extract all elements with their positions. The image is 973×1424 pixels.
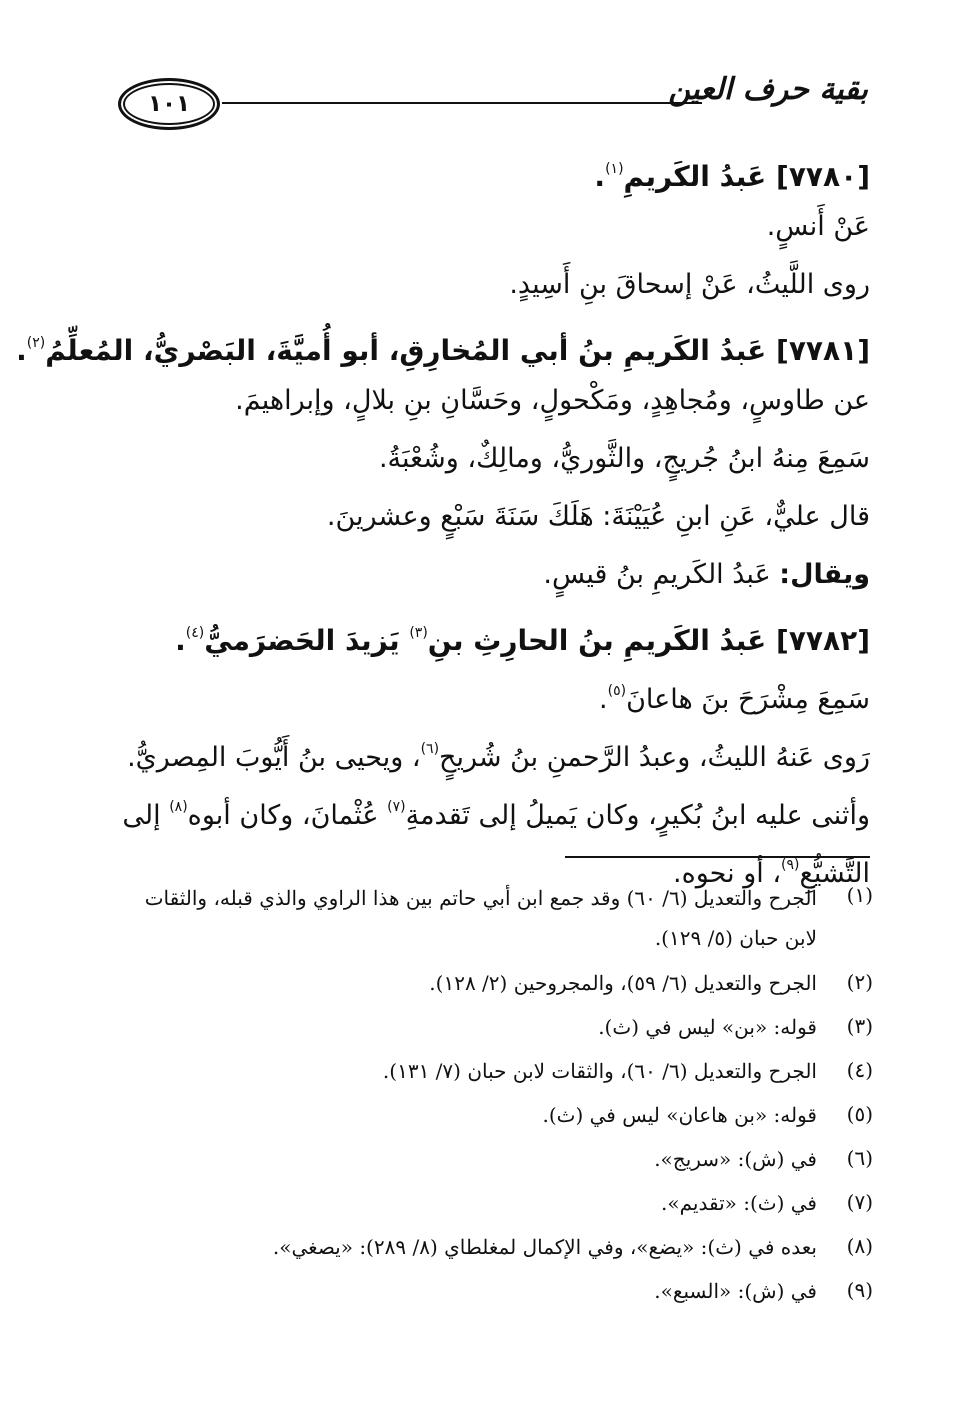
entry-7781-line-5 [125,546,870,604]
running-title: بقية حرف العين [668,72,868,107]
alt-name-text: عَبدُ الكَريمِ بنُ قيسٍ. [543,559,780,590]
entry-text: وأثنى عليه ابنُ بُكيرٍ، وكان يَميلُ إلى تَقدمةِ [405,800,870,831]
entry-title-end: . [16,334,27,367]
footnote-5 [125,1097,873,1134]
footnote-number: (٦) [846,1146,873,1170]
footnote-ref-9[interactable]: (٩) [781,857,800,873]
entry-7782-title [125,604,870,662]
entry-title-end: . [594,160,606,193]
footnote-text: في (ش): «سريج». [654,1147,817,1171]
entry-7782-line-2 [125,662,870,720]
page-number: ١٠١ [118,78,220,130]
footnote-text: الجرح والتعديل (٦/ ٦٠) وقد جمع ابن أبي حاتم بين هذا الراوي والذي قبله، والثقات لابن حبان (٥/ ١٢٩). [144,886,817,950]
footnote-9 [125,1273,873,1310]
footnote-2 [125,965,873,1002]
footnote-ref-4[interactable]: (٤) [185,625,205,641]
footnote-3 [125,1009,873,1046]
footnote-text: في (ش): «السبع». [654,1279,817,1303]
entry-title-text-b: يَزيدَ الحَضرَميُّ [204,624,410,657]
footnote-ref-1[interactable]: (١) [605,161,624,177]
footnote-number: (١) [846,883,873,907]
main-text [16,140,870,894]
entry-7781-title [16,314,870,372]
entry-title-text: [٧٧٨١] عَبدُ الكَريمِ بنُ أبي المُخارِقِ، أبو أُميَّةَ، البَصْريُّ، المُعلِّمُ [45,334,870,367]
entry-text: رَوى عَنهُ الليثُ، وعبدُ الرَّحمنِ بنُ شُريحٍ [439,742,870,773]
entry-title-text-a: [٧٧٨٢] عَبدُ الكَريمِ بنُ الحارِثِ بنِ [427,624,870,657]
footnote-7 [125,1185,873,1222]
entry-7780-line-3: روى اللَّيثُ، عَنْ إسحاقَ بنِ أَسِيدٍ. [509,269,870,300]
entry-7780-title [125,140,870,198]
footnote-text: قوله: «بن» ليس في (ث). [598,1015,817,1039]
footnote-ref-6[interactable]: (٦) [420,741,440,757]
entry-text: عُثْمانَ، وكان أبوه [187,800,388,831]
entry-text: . [599,684,608,715]
footnote-text: في (ث): «تقديم». [660,1191,817,1215]
entry-7782-line-4 [122,778,870,836]
footnote-text: الجرح والتعديل (٦/ ٦٠)، والثقات لابن حبان (٧/ ١٣١). [382,1059,817,1083]
footnote-ref-3[interactable]: (٣) [409,625,428,641]
entry-7780-line-2: عَنْ أَنسٍ. [766,211,870,242]
footnote-1 [125,878,873,958]
entry-title-text: [٧٧٨٠] عَبدُ الكَريمِ [623,160,870,193]
footnote-number: (٩) [846,1278,873,1302]
page-header [118,72,868,132]
footnote-text: قوله: «بن هاعان» ليس في (ث). [542,1103,817,1127]
footnote-number: (٣) [846,1014,873,1038]
footnote-8 [125,1229,873,1266]
entry-7782-line-3 [125,720,870,778]
entry-7781-line-2: عن طاوسٍ، ومُجاهِدٍ، ومَكْحولٍ، وحَسَّانِ بنِ بلالٍ، وإبراهيمَ. [235,385,870,416]
footnote-number: (٢) [846,970,873,994]
entry-text: سَمِعَ مِشْرَحَ بنَ هاعانَ [626,684,870,715]
footnote-4 [125,1053,873,1090]
footnote-number: (٨) [846,1234,873,1258]
footnote-ref-2[interactable]: (٢) [26,335,46,351]
footnotes [125,878,873,1317]
entry-text: التَّشيُّعِ [799,858,870,889]
alt-name-label: ويقال: [779,559,870,590]
footnote-number: (٥) [846,1102,873,1126]
footnote-number: (٤) [846,1058,873,1082]
entry-title-end: . [175,624,186,657]
entry-text: ، أو نحوه. [673,858,782,889]
footnote-6 [125,1141,873,1178]
entry-7781-line-3: سَمِعَ مِنهُ ابنُ جُريجٍ، والثَّوريُّ، ومالِكٌ، وشُعْبَةُ. [378,443,870,474]
footnote-ref-8[interactable]: (٨) [169,799,188,815]
entry-text: إلى [122,800,170,831]
footnote-ref-5[interactable]: (٥) [607,683,627,699]
header-rule [222,102,702,104]
entry-text: ، ويحيى بنُ أَيُّوبَ المِصريُّ. [127,742,421,773]
entry-7781-line-4: قال عليٌّ، عَنِ ابنِ عُيَيْنَةَ: هَلَكَ سَنَةَ سَبْعٍ وعشرينَ. [326,501,870,532]
footnote-number: (٧) [846,1190,873,1214]
footnote-separator [565,856,870,858]
footnote-text: الجرح والتعديل (٦/ ٥٩)، والمجروحين (٢/ ١٢٨). [429,971,817,995]
footnote-text: بعده في (ث): «يضع»، وفي الإكمال لمغلطاي (٨/ ٢٨٩): «يصغي». [272,1235,817,1259]
footnote-ref-7[interactable]: (٧) [387,799,406,815]
